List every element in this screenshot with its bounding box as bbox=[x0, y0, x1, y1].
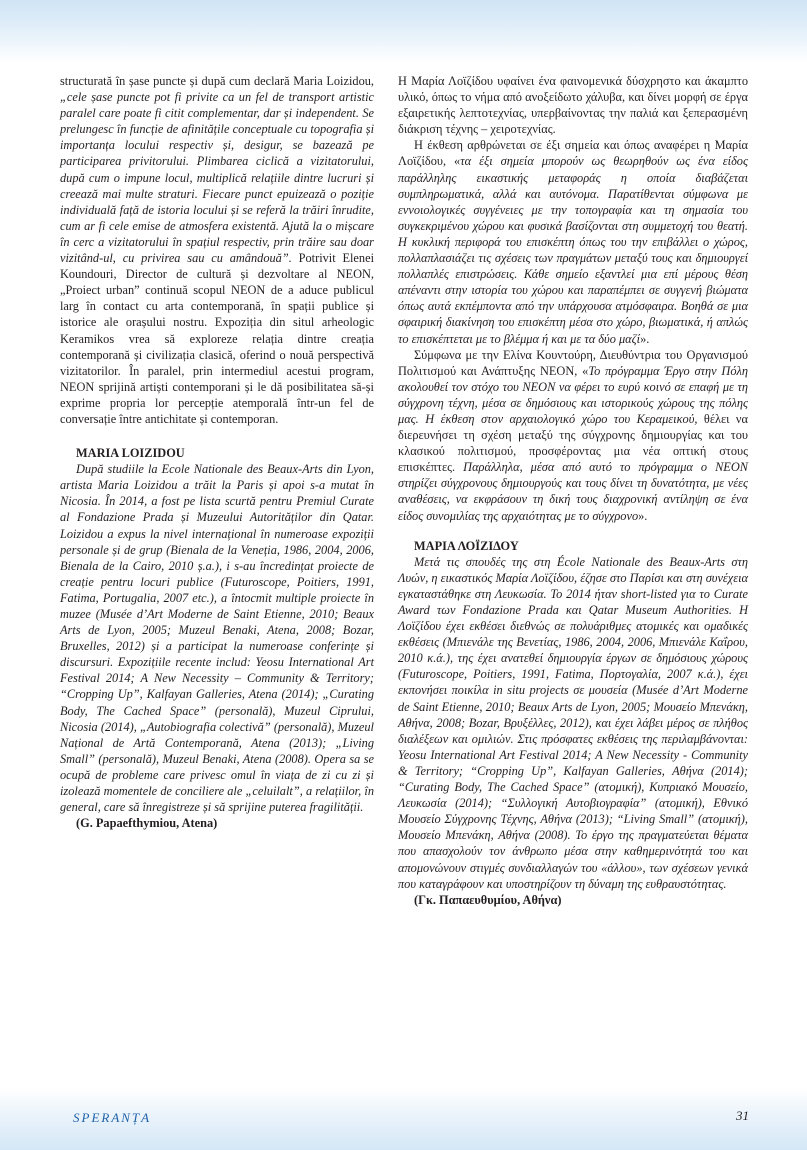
right-p3-quote-b: Παράλληλα, μέσα από αυτό το πρόγραμμα ο NEON στηρίζει σύγχρονους δημιουργούς και τους δίνει τη δυνατότητα, με νέες αναθέσεις, να εκφράσουν τη δική τους διαχρονική αντίληψη σε ένα είδος συνομιλίας της αρχαιότητας με το σύγχρονο bbox=[398, 460, 748, 523]
right-paragraph-2 bbox=[398, 137, 748, 346]
top-gradient-band bbox=[0, 0, 807, 62]
left-p1-quote: „cele șase puncte pot fi privite ca un fel de transport artistic paralel care poate fi citit complementar, dar și independent. Se prelungesc în funcție de afinitățile conceptuale cu topografia și importanța locului respectiv și, desigur, se bazează pe participarea privitorului. Plimbarea ciclică a vizitatorului, după cum o impune locul, multiplică relațiile dintre lucruri și creează mai multe straturi. Fiecare punct epuizează o poziție individuală față de istoria locului și se referă la trăiri înrudite, cum ar fi cele emise de atmosfera existentă. Ajută la o mișcare în cerc a vizitatorului în spațiul respectiv, prin trăire sau doar vizitând-ul, cu privirea sau cu amândouă”. bbox=[60, 90, 374, 266]
left-column-romanian bbox=[60, 73, 374, 831]
right-bio-paragraph bbox=[398, 554, 748, 892]
right-bio-heading: ΜΑΡΙΑ ΛΟΪΖΙΔΟΥ bbox=[414, 538, 519, 553]
left-signature: (G. Papaefthymiou, Atena) bbox=[76, 816, 218, 831]
right-column-greek bbox=[398, 73, 748, 908]
left-bio-heading: MARIA LOIZIDOU bbox=[76, 446, 185, 461]
magazine-title: SPERANȚA bbox=[73, 1110, 152, 1125]
right-p2-quote: τα έξι σημεία μπορούν ως θεωρηθούν ως ένα είδος παράλληλης εικαστικής μεταφοράς η οποία διαβάζεται συμπληρωματικά, αλλά και αυτόνομα. Παρατίθενται σύμφωνα με εννοιολογικές συγγένειες με την τοπογραφία και τη σημασία του συγκεκριμένου χώρου και φυσικά βασίζονται στη συμμετοχή του θεατή. Η κυκλική περιφορά του επισκέπτη όπως του την επιβάλλει ο χώρος, πολλαπλασιάζει τις σχέσεις των πραγμάτων μεταξύ τους και δημιουργεί πολλαπλές επιστρώσεις. Κάθε σημείο εξαντλεί μια επί μέρους θέση απέναντι στην ιστορία του χώρου και παραπέμπει σε συγγενή βιώματα όπως αυτά εκπέμποντα από την υπάρχουσα ατμόσφαιρα. Βοηθά σε μια σφαιρική διακίνηση του επισκέπτη μέσα στο χώρο, βιωματικά, ή απλώς το επισκέπτεται με το βλέμμα ή και με τα δύο μαζί bbox=[398, 154, 748, 346]
right-paragraph-3 bbox=[398, 347, 748, 524]
left-p1-text-a: structurată în șase puncte și după cum declară Maria Loizidou, bbox=[60, 74, 374, 88]
right-paragraph-1: Η Μαρία Λοϊζίδου υφαίνει ένα φαινομενικά δύσχρηστο και άκαμπτο υλικό, όπως το νήμα από ανοξείδωτο χάλυβα, και δίνει μορφή σε έργα εξαιρετικής λεπτοτεχνίας, υπερβαίνοντας την παλιά και ξεπερασμένη διάκριση τέχνης – χειροτεχνίας. bbox=[398, 74, 748, 137]
right-p2-end: ». bbox=[640, 331, 650, 346]
right-p3-text: Σύμφωνα με την Ελίνα Κουντούρη, Διευθύντρια του Οργανισμού Πολιτισμού και Ανάπτυξης NEON, « bbox=[398, 347, 748, 378]
left-p1-text-b: Potrivit Elenei Koundouri, Director de cultură și dezvoltare al NEON, „Proiect urban” continuă scopul NEON de a aduce publicul larg în contact cu arta contemporană, în spații publice și istorice ale orașului nostru. Expoziția din situl arheologic Keramikos vrea să exploreze relația dintre creația contemporană și civilizația clasică, oferind o nouă perspectivă vizitatorilor. În paralel, prin intermediul acestui program, NEON sprijină artiști contemporani și le dă posibilitatea să-și exprime propria lor percepție atemporală într-un fel de conversație între antichitate și contemporan. bbox=[60, 251, 374, 426]
left-paragraph-1 bbox=[60, 73, 374, 427]
right-p3-end: ». bbox=[638, 508, 648, 523]
right-bio-text: Μετά τις σπουδές της στη École Nationale des Beaux-Arts στη Λυών, η εικαστικός Μαρία Λοϊζίδου, έζησε στο Παρίσι και στη συνέχεια εγκαταστάθηκε στη Λευκωσία. Το 2014 ήταν short-listed για το Curate Award των Fondazione Prada και Qatar Museum Authorities. Η Λοϊζίδου έχει εκθέσει διεθνώς σε πολυάριθμες ατομικές και ομαδικές εκθέσεις (Μπιενάλε της Βενετίας, 1986, 2004, 2006, Μπιενάλε Καΐρου, 2010 κ.ά.), της έχει ανατεθεί δημιουργία έργων σε δημόσιους χώρους (Futuroscope, Poitiers, 1991, Fatima, Πορτογαλία, 2007 κ.ά.), έχει εκπονήσει ποικίλα in situ projects σε μουσεία (Musée d’Art Moderne de Saint Etienne, 2010; Beaux Arts de Lyon, 2005; Μουσείο Μπενάκη, Αθήνα, 2008; Bozar, Βρυξέλλες, 2012), και έχει λάβει μέρος σε πλήθος διαλέξεων και ομιλιών. Στις πρόσφατες εκθέσεις της περιλαμβάνονται: Yeosu International Art Festival 2014; A New Necessity - Community & Territory; “Cropping Up”, Kalfayan Galleries, Αθήνα (2014); “Curating Body, The Cached Space” (ατομική), Κυπριακό Μουσείο, Λευκωσία (2014); “Συλλογική Αυτοβιογραφία” (ατομική), Εθνικό Μουσείο Σύγχρονης Τέχνης, Αθήνα (2013); “Living Small” (ατομική), Μουσείο Μπενάκη, Αθήνα (2008). Το έργο της πραγματεύεται θέματα που απασχολούν τον άνθρωπο μέσα στην καθημερινότητά του και απομονώνουν στιγμές συνδιαλλαγών του «άλλου», των σχέσεων γενικά που καταγράφουν και υποστηρίζουν τη δύναμη της ευθραυστότητας. bbox=[398, 554, 748, 891]
left-bio-text: După studiile la Ecole Nationale des Beaux-Arts din Lyon, artista Maria Loizidou a trăit la Paris și apoi s-a mutat în Nicosia. În 2014, a fost pe lista scurtă pentru Premiul Curate al Fondazione Prada și Muzeului Autorităților din Qatar. Loizidou a expus la nivel internațional în numeroase expoziții personale și de grup (Bienala de la Veneția, 1986, 2004, 2006, Bienala de la Cairo, 2010 ș.a.), i s-au încredințat proiecte de creație pentru locuri publice (Futuroscope, Poitiers, 1991, Fatima, Portugalia, 2007 etc.), a întocmit multiple proiecte în muzee (Musée d’Art Moderne de Saint Etienne, 2010; Beaux Arts de Lyon, 2005; Muzeul Benaki, Atena, 2008; Bozar, Bruxelles, 2012) și a participat la numeroase conferințe și discursuri. Expozițiile recente includ: Yeosu International Art Festival 2014; A New Necessity – Community & Territory; “Cropping Up”, Kalfayan Galleries, Atena (2014); „Curating Body, The Cached Space” (personală), Muzeul Ciprului, Nicosia (2014), „Autobiografia colectivă” (personală), Muzeul Național de Artă Contemporană, Atena (2013); „Living Small” (personală), Muzeul Benaki, Atena (2008). Opera sa se ocupă de probleme care privesc omul în viața de zi cu zi și izolează momentele de conciliere ale „celuilalt”, a relațiilor, în general, care să înregistreze și să sprijine puterea fragilității. bbox=[60, 462, 374, 815]
left-bio-paragraph bbox=[60, 461, 374, 815]
page-number: 31 bbox=[736, 1108, 749, 1123]
right-p2-text: Η έκθεση αρθρώνεται σε έξι σημεία και όπως αναφέρει η Μαρία Λοϊζίδου, « bbox=[398, 138, 748, 169]
right-p3-quote: Το πρόγραμμα Έργο στην Πόλη ακολουθεί τον στόχο του NEON να φέρει το ευρύ κοινό σε επαφή με τη σύγχρονη τέχνη, μέσα σε δημόσιους και ιστορικούς χώρους της πόλης μας. Η έκθεση στον αρχαιολογικό χώρο του Κεραμεικού, bbox=[398, 363, 748, 426]
right-p3-text-b: θέλει να διερευνήσει τη σχέση μεταξύ της σύγχρονης δημιουργίας και του κλασικού πολιτισμού, προσφέροντας μια νέα οπτική στους επισκέπτες. bbox=[398, 411, 748, 475]
right-signature: (Γκ. Παπαευθυμίου, Αθήνα) bbox=[414, 892, 562, 907]
